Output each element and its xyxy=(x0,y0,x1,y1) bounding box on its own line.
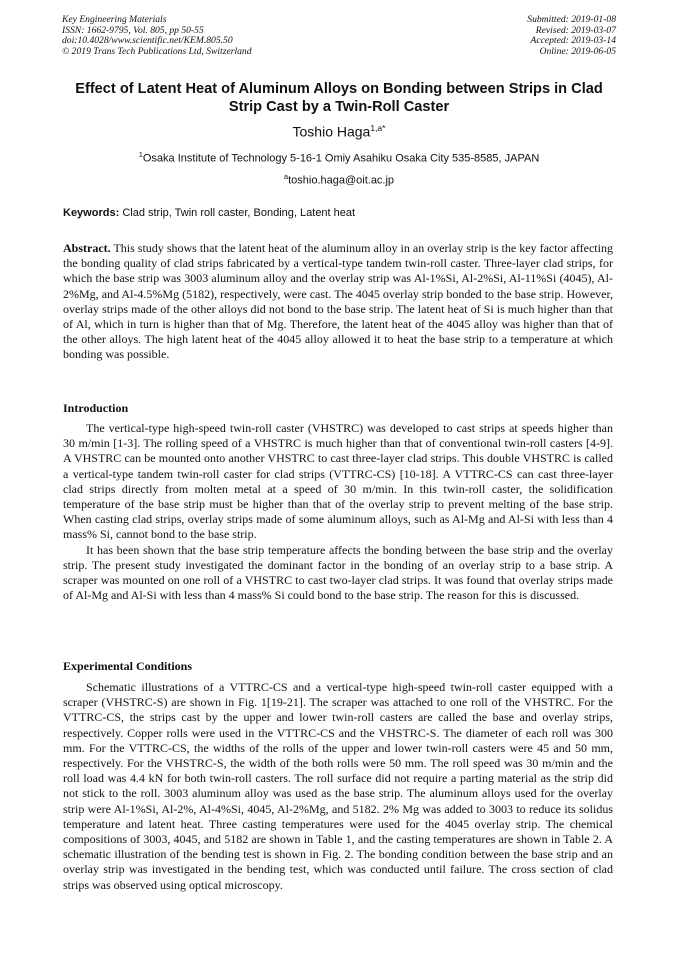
journal-name: Key Engineering Materials xyxy=(62,14,167,25)
abstract-text: This study shows that the latent heat of the aluminum alloy in an overlay strip is the key factor affecting the bonding quality of clad strips fabricated by a vertical-type tandem twin-roll caster. Three-layer clad strips, for which the base strip was 3003 aluminum alloy and the overlay strip was Al-1%Si, Al-2%Si, Al-11%Si (4045), Al-2%Mg, and Al-4.5%Mg (5182), respectively, were cast. The 4045 overlay strip bonded to the base strip. However, overlay strips made of the other alloys did not bond to the base strip. The latent heat of Si is much higher than that of Al, which in turn is higher than that of Mg. Therefore, the latent heat of the 4045 alloy was higher than that of the other alloys. The high latent heat of the 4045 alloy allowed it to heat the base strip to a temperature at which bonding was possible. xyxy=(63,241,613,362)
experimental-body xyxy=(63,680,613,893)
keywords-text: Clad strip, Twin roll caster, Bonding, Latent heat xyxy=(122,207,356,219)
experimental-heading: Experimental Conditions xyxy=(63,659,193,673)
publication-dates xyxy=(527,15,616,58)
author xyxy=(0,123,678,140)
introduction-paragraph-1: The vertical-type high-speed twin-roll caster (VHSTRC) was developed to cast strips at speeds higher than 30 m/min [1-3]. The rolling speed of a VHSTRC is much higher than that of conventional twin-roll casters [4-9]. A VHSTRC can be mounted onto another VHSTRC to cast three-layer clad strips. This double VHSTRC is called a vertical-type tandem twin-roll caster for clad strips (VTTRC-CS) [10-18]. A VTTRC-CS can cast three-layer clad strips directly from molten metal at a speed of 30 m/min. In this twin-roll caster, the solidification temperature of the base strip must be higher than that of the overlay strip to prevent melting of the base strip. When casting clad strips, overlay strips made of some aluminum alloys, such as Al-Mg and Al-Si with less than 4 mass% Si, cannot bond to the base strip. xyxy=(63,421,613,542)
paper-title: Effect of Latent Heat of Aluminum Alloys on Bonding between Strips in Clad Strip Cast by a Twin-Roll Caster xyxy=(75,81,603,115)
journal-doi: doi:10.4028/www.scientific.net/KEM.805.50 xyxy=(62,35,233,47)
introduction-heading: Introduction xyxy=(63,401,129,415)
abstract xyxy=(63,241,613,363)
date-revised: Revised: 2019-03-07 xyxy=(535,24,616,36)
experimental-paragraph-1: Schematic illustrations of a VTTRC-CS and a vertical-type high-speed twin-roll caster equipped with a scraper (VHSTRC-S) are shown in Fig. 1[19-21]. The scraper was attached to one roll of the VHSTRC. For the VTTRC-CS, the strips cast by the upper and lower twin-roll casters are called the base and overlay strips, respectively. Copper rolls were used in the VTTRC-CS and the VHSTRC-S. The diameter of each roll was 300 mm. For the VTTRC-CS, the widths of the rolls of the upper and lower twin-roll casters were 45 and 50 mm, respectively. For the VHSTRC-S, the width of the both rolls were 50 mm. The roll speed was 30 m/min and the roll load was 4.4 kN for both twin-roll casters. The roll surface did not require a parting material as the strip did not stick to the roll. 3003 aluminum alloy was used as the base strip. The aluminum alloys used for the overlay strip were Al-1%Si, Al-2%, Al-4%Si, 4045, Al-2%Mg, and 5182. 2% Mg was added to 3003 to reduce its solidus temperature and latent heat. Three casting temperatures were used for the 4045 overlay strip. The chemical compositions of 3003, 4045, and 5182 are shown in Table 1, and the casting temperatures are shown in Table 2. A schematic illustration of the bending test is shown in Fig. 2. The bonding condition between the base strip and an overlay strip was investigated in the bending test, which was conducted until failure. The cross section of clad strips was observed using optical microscopy. xyxy=(63,680,613,892)
introduction-paragraph-2: It has been shown that the base strip temperature affects the bonding between the base strip and the overlay strip. The present study investigated the dominant factor in the bonding of an overlay strip to a base strip. A scraper was mounted on one roll of a VHSTRC to cast two-layer clad strips. It was found that overlay strips made of Al-Mg and Al-Si with less than 4 mass% Si could bond to the base strip. The reason for this is discussed. xyxy=(63,542,613,603)
author-email xyxy=(0,172,678,187)
keywords-label: Keywords: xyxy=(63,207,120,219)
introduction-body xyxy=(63,421,613,603)
journal-copyright: © 2019 Trans Tech Publications Ltd, Switzerland xyxy=(62,46,252,58)
affiliation xyxy=(0,150,678,165)
author-name: Toshio Haga xyxy=(292,123,371,140)
abstract-label: Abstract. xyxy=(63,241,111,255)
author-superscript: 1,a* xyxy=(370,123,386,133)
date-submitted: Submitted: 2019-01-08 xyxy=(527,14,616,25)
date-accepted: Accepted: 2019-03-14 xyxy=(530,35,616,47)
affiliation-superscript: 1 xyxy=(138,150,143,159)
email-text: toshio.haga@oit.ac.jp xyxy=(288,174,395,187)
date-online: Online: 2019-06-05 xyxy=(539,46,616,58)
journal-info xyxy=(62,15,252,58)
journal-issn: ISSN: 1662-9795, Vol. 805, pp 50-55 xyxy=(62,24,204,36)
email-superscript: a xyxy=(283,172,289,181)
keywords xyxy=(63,207,355,219)
affiliation-text: Osaka Institute of Technology 5-16-1 Omiy Asahiku Osaka City 535-8585, JAPAN xyxy=(142,152,540,165)
